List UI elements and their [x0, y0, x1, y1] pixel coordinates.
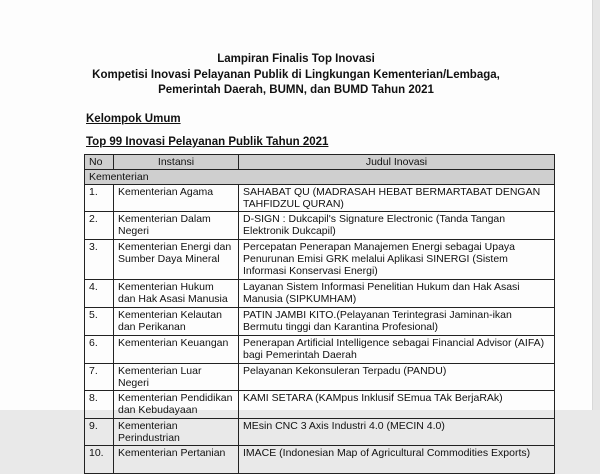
cell-no: 2. [85, 212, 114, 240]
finalist-table [84, 154, 555, 474]
cell-no: 3. [85, 240, 114, 280]
doc-title-line-1: Lampiran Finalis Top Inovasi [217, 53, 375, 65]
cell-instansi: Kementerian Energi dan Sumber Daya Mineral [114, 240, 239, 280]
cell-no: 1. [85, 185, 114, 212]
cell-judul: KAMI SETARA (KAMpus Inklusif SEmua TAk BerjaRAk) [239, 391, 555, 419]
cell-judul: Penerapan Artificial Intelligence sebagai Financial Advisor (AIFA) bagi Pemerintah Daerah [239, 336, 555, 364]
cell-no: 5. [85, 308, 114, 336]
cell-instansi: Kementerian Dalam Negeri [114, 212, 239, 240]
cell-no: 7. [85, 364, 114, 391]
group-label: Kementerian [85, 170, 555, 185]
cell-no: 10. [85, 446, 114, 474]
section-heading: Kelompok Umum [86, 113, 181, 125]
cell-no: 4. [85, 280, 114, 308]
table-header-row [85, 155, 555, 170]
cell-judul: Percepatan Penerapan Manajemen Energi sebagai Upaya Penurunan Emisi GRK melalui Aplikasi SINERGI (Sistem Informasi Konservasi Energi) [239, 240, 555, 280]
cell-instansi: Kementerian Perindustrian [114, 419, 239, 446]
subsection-heading: Top 99 Inovasi Pelayanan Publik Tahun 2021 [86, 136, 329, 148]
cell-judul: IMACE (Indonesian Map of Agricultural Commodities Exports) [239, 446, 555, 474]
cell-instansi: Kementerian Keuangan [114, 336, 239, 364]
table-row [85, 336, 555, 364]
table-row [85, 212, 555, 240]
header-instansi: Instansi [114, 155, 239, 170]
cell-no: 9. [85, 419, 114, 446]
header-no: No [85, 155, 114, 170]
cell-instansi: Kementerian Luar Negeri [114, 364, 239, 391]
header-judul: Judul Inovasi [239, 155, 555, 170]
cell-judul: MEsin CNC 3 Axis Industri 4.0 (MECIN 4.0) [239, 419, 555, 446]
cell-judul: Pelayanan Kekonsuleran Terpadu (PANDU) [239, 364, 555, 391]
table-row [85, 185, 555, 212]
table-row [85, 391, 555, 419]
cell-instansi: Kementerian Pendidikan dan Kebudayaan [114, 391, 239, 419]
cell-judul: Layanan Sistem Informasi Penelitian Hukum dan Hak Asasi Manusia (SIPKUMHAM) [239, 280, 555, 308]
viewer-scroll-gutter[interactable] [592, 0, 600, 410]
cell-instansi: Kementerian Agama [114, 185, 239, 212]
cell-instansi: Kementerian Pertanian [114, 446, 239, 474]
cell-no: 6. [85, 336, 114, 364]
table-row [85, 280, 555, 308]
doc-title-line-3: Pemerintah Daerah, BUMN, dan BUMD Tahun 2021 [158, 84, 434, 96]
table-row [85, 308, 555, 336]
cell-judul: D-SIGN : Dukcapil's Signature Electronic (Tanda Tangan Elektronik Dukcapil) [239, 212, 555, 240]
table-row [85, 419, 555, 446]
cell-instansi: Kementerian Kelautan dan Perikanan [114, 308, 239, 336]
cell-judul: SAHABAT QU (MADRASAH HEBAT BERMARTABAT DENGAN TAHFIDZUL QURAN) [239, 185, 555, 212]
doc-title-line-2: Kompetisi Inovasi Pelayanan Publik di Lingkungan Kementerian/Lembaga, [92, 69, 500, 81]
cell-judul: PATIN JAMBI KITO.(Pelayanan Terintegrasi Jaminan-ikan Bermutu tinggi dan Karantina Profesional) [239, 308, 555, 336]
cell-no: 8. [85, 391, 114, 419]
table-row [85, 364, 555, 391]
table-row [85, 240, 555, 280]
table-row [85, 446, 555, 474]
group-row-kementerian [85, 170, 555, 185]
cell-instansi: Kementerian Hukum dan Hak Asasi Manusia [114, 280, 239, 308]
